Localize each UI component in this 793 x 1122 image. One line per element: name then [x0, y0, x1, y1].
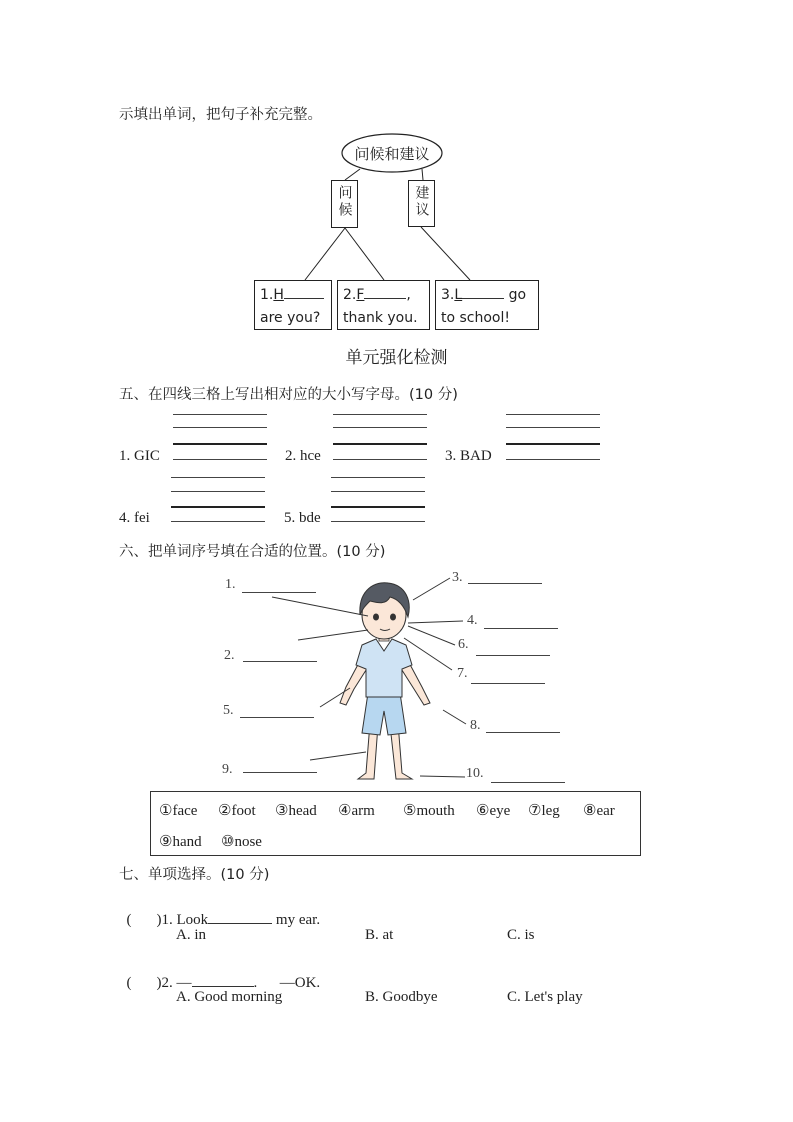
tree-leaf-2: 2.F , thank you.	[337, 280, 430, 330]
section5-item-1: 1. GIC	[119, 448, 160, 464]
four-line-grid-4[interactable]	[171, 477, 265, 507]
pointer-lines	[0, 560, 793, 800]
intro-instruction: 示填出单词，把句子补充完整。	[119, 107, 322, 123]
word-face: ①face	[159, 803, 198, 819]
unit-title: 单元强化检测	[345, 348, 448, 368]
q1-option-c[interactable]: C. is	[507, 927, 535, 943]
word-foot: ②foot	[218, 803, 256, 819]
word-mouth: ⑤mouth	[403, 803, 455, 819]
q1-option-a[interactable]: A. in	[176, 927, 206, 943]
body-label-3: 3.	[452, 570, 463, 585]
body-blank-9[interactable]	[243, 772, 317, 773]
section5-title: 五、在四线三格上写出相对应的大小写字母。(10 分)	[119, 387, 458, 403]
word-hand: ⑨hand	[159, 834, 202, 850]
section5-item-5: 5. bde	[284, 510, 321, 526]
body-blank-1[interactable]	[242, 592, 316, 593]
section7-title: 七、单项选择。(10 分)	[119, 867, 270, 883]
q1-answer-blank[interactable]	[208, 923, 272, 924]
word-arm: ④arm	[338, 803, 375, 819]
body-label-2: 2.	[224, 648, 235, 663]
tree-branch-suggestion: 建议	[408, 180, 435, 227]
word-bank	[150, 791, 641, 856]
section5-item-2: 2. hce	[285, 448, 321, 464]
q1-option-b[interactable]: B. at	[365, 927, 394, 943]
body-label-6: 6.	[458, 637, 469, 652]
q2-option-c[interactable]: C. Let's play	[507, 989, 583, 1005]
word-eye: ⑥eye	[476, 803, 511, 819]
body-blank-4[interactable]	[484, 628, 558, 629]
four-line-grid-3[interactable]	[506, 414, 600, 444]
body-blank-2[interactable]	[243, 661, 317, 662]
four-line-grid-5[interactable]	[331, 477, 425, 507]
four-line-grid-1[interactable]	[173, 414, 267, 444]
q2-option-a[interactable]: A. Good morning	[176, 989, 283, 1005]
body-blank-6[interactable]	[476, 655, 550, 656]
question-2: ( )2. — . —OK.	[126, 975, 321, 991]
body-blank-3[interactable]	[468, 583, 542, 584]
body-blank-5[interactable]	[240, 717, 314, 718]
word-leg: ⑦leg	[528, 803, 560, 819]
four-line-grid-2[interactable]	[333, 414, 427, 444]
section5-item-4: 4. fei	[119, 510, 150, 526]
body-label-5: 5.	[223, 703, 234, 718]
word-nose: ⑩nose	[221, 834, 262, 850]
word-ear: ⑧ear	[583, 803, 615, 819]
body-label-8: 8.	[470, 718, 481, 733]
tree-branch-greeting: 问候	[331, 180, 358, 228]
question-1: ( )1. Look my ear.	[126, 912, 321, 928]
tree-root: 问候和建议	[354, 145, 430, 163]
section6-title: 六、把单词序号填在合适的位置。(10 分)	[119, 544, 386, 560]
tree-leaf-3: 3.L go to school!	[435, 280, 539, 330]
body-label-1: 1.	[225, 577, 236, 592]
body-label-10: 10.	[466, 766, 484, 781]
tree-leaf-1: 1.H are you?	[254, 280, 332, 330]
body-blank-7[interactable]	[471, 683, 545, 684]
body-label-4: 4.	[467, 613, 478, 628]
q2-answer-blank[interactable]	[192, 986, 254, 987]
body-blank-10[interactable]	[491, 782, 565, 783]
section5-item-3: 3. BAD	[445, 448, 492, 464]
q2-option-b[interactable]: B. Goodbye	[365, 989, 438, 1005]
word-head: ③head	[275, 803, 317, 819]
body-label-7: 7.	[457, 666, 468, 681]
body-label-9: 9.	[222, 762, 233, 777]
body-blank-8[interactable]	[486, 732, 560, 733]
